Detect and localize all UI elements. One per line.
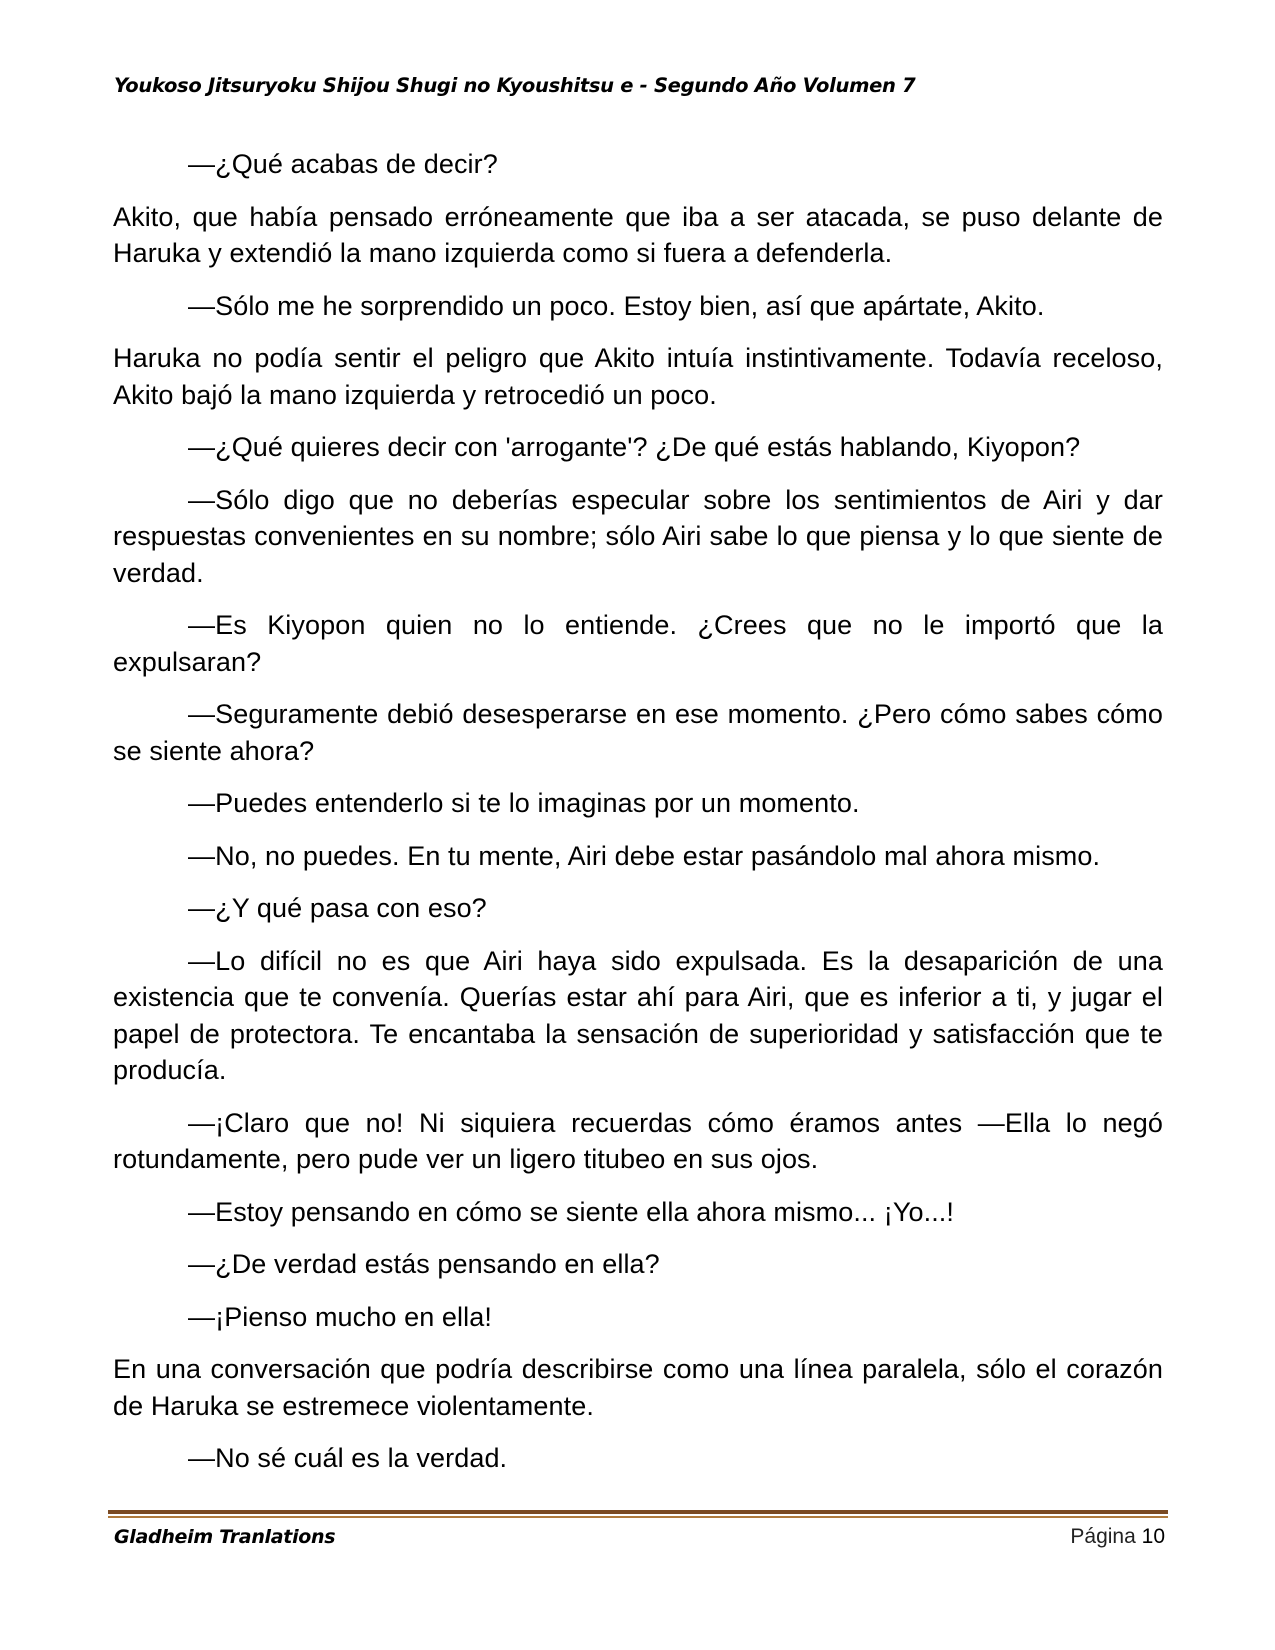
page-body xyxy=(113,146,1163,1493)
paragraph: —¿Qué quieres decir con 'arrogante'? ¿De qué estás hablando, Kiyopon? xyxy=(188,432,1081,462)
paragraph: Haruka no podía sentir el peligro que Akito intuía instintivamente. Todavía receloso, Akito bajó la mano izquierda y retrocedió un poco. xyxy=(113,343,1163,410)
footer-divider-thick xyxy=(108,1510,1168,1514)
paragraph: Akito, que había pensado erróneamente que iba a ser atacada, se puso delante de Haruka y extendió la mano izquierda como si fuera a defenderla. xyxy=(113,201,1163,268)
paragraph: —¡Pienso mucho en ella! xyxy=(188,1301,492,1332)
footer-divider-thin xyxy=(108,1516,1168,1518)
paragraph: —Estoy pensando en cómo se siente ella ahora mismo... ¡Yo...! xyxy=(188,1196,955,1227)
paragraph: —Puedes entenderlo si te lo imaginas por un momento. xyxy=(188,788,860,818)
paragraph: —Seguramente debió desesperarse en ese momento. ¿Pero cómo sabes cómo se siente ahora? xyxy=(113,699,1163,766)
paragraph: —¿De verdad estás pensando en ella? xyxy=(188,1249,660,1279)
footer-page-indicator xyxy=(1070,1525,1165,1549)
paragraph: —No, no puedes. En tu mente, Airi debe estar pasándolo mal ahora mismo. xyxy=(188,840,1101,871)
paragraph: —¡Claro que no! Ni siquiera recuerdas cómo éramos antes —Ella lo negó rotundamente, pero pude ver un ligero titubeo en sus ojos. xyxy=(113,1107,1163,1174)
paragraph: En una conversación que podría describirse como una línea paralela, sólo el corazón de Haruka se estremece violentamente. xyxy=(113,1354,1163,1421)
paragraph: —Es Kiyopon quien no lo entiende. ¿Crees que no le importó que la expulsaran? xyxy=(113,610,1163,677)
footer-credit: Gladheim Tranlations xyxy=(114,1526,336,1548)
page-label: Página xyxy=(1070,1525,1136,1548)
paragraph: —¿Qué acabas de decir? xyxy=(188,149,498,179)
page-number: 10 xyxy=(1141,1525,1165,1548)
paragraph: —Sólo digo que no deberías especular sobre los sentimientos de Airi y dar respuestas convenientes en su nombre; sólo Airi sabe lo que piensa y lo que siente de verdad. xyxy=(113,484,1163,588)
paragraph: —Lo difícil no es que Airi haya sido expulsada. Es la desaparición de una existencia que te convenía. Querías estar ahí para Airi, que es inferior a ti, y jugar el papel de protectora. Te encantaba la sensación de superioridad y satisfacción que te producía. xyxy=(113,945,1163,1085)
page-header-title: Youkoso Jitsuryoku Shijou Shugi no Kyoushitsu e - Segundo Año Volumen 7 xyxy=(114,74,916,97)
paragraph: —¿Y qué pasa con eso? xyxy=(188,893,487,923)
paragraph: —No sé cuál es la verdad. xyxy=(188,1443,508,1473)
paragraph: —Sólo me he sorprendido un poco. Estoy bien, así que apártate, Akito. xyxy=(188,290,1045,321)
